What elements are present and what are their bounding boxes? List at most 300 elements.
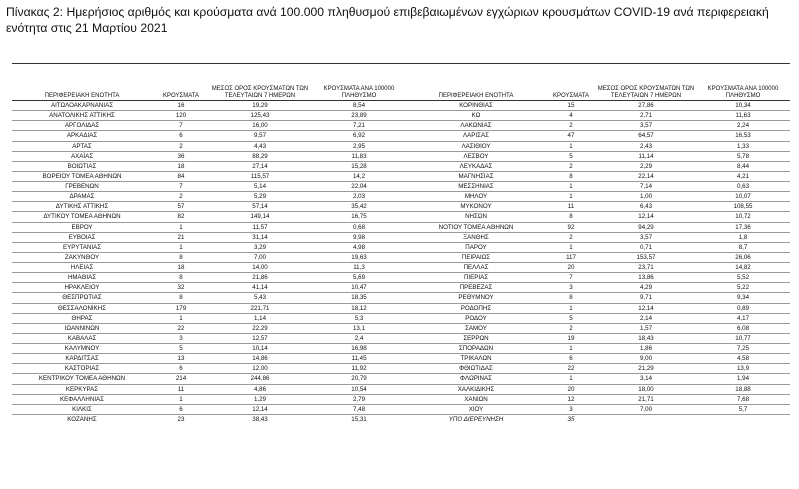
per100k-cell: 7,48	[310, 404, 408, 414]
region-name-cell: ΚΑΛΥΜΝΟΥ	[12, 344, 152, 354]
region-name-cell: ΑΡΓΟΛΙΔΑΣ	[12, 121, 152, 131]
table-row	[12, 151, 408, 161]
avg7-cell: 221,71	[210, 303, 310, 313]
region-name-cell: ΣΑΜΟΥ	[406, 323, 546, 333]
region-name-cell: ΚΟΖΑΝΗΣ	[67, 415, 97, 423]
region-name-cell: ΠΡΕΒΕΖΑΣ	[406, 283, 546, 293]
region-name-cell: ΜΗΛΟΥ	[406, 192, 546, 202]
avg7-cell: 3,29	[210, 242, 310, 252]
per100k-cell: 4,21	[696, 171, 790, 181]
table-row	[406, 121, 790, 131]
table-row	[406, 354, 790, 364]
region-name-cell: ΛΑΣΙΘΙΟΥ	[406, 141, 546, 151]
cases-cell: 82	[152, 212, 210, 222]
cases-cell: 22	[152, 323, 210, 333]
region-name-cell: ΚΑΡΔΙΤΣΑΣ	[12, 354, 152, 364]
cases-cell: 36	[152, 151, 210, 161]
left-table-body	[12, 101, 408, 425]
region-name-cell: ΣΠΟΡΑΔΩΝ	[406, 344, 546, 354]
per100k-cell: 4,58	[696, 354, 790, 364]
table-row	[406, 263, 790, 273]
cases-cell: 6	[546, 354, 596, 364]
cases-cell: 4	[546, 111, 596, 121]
region-name-cell: ΑΡΚΑΔΙΑΣ	[12, 131, 152, 141]
table-row	[406, 161, 790, 171]
per100k-cell: 7,25	[696, 344, 790, 354]
region-name-cell: ΑΙΤΩΛΟΑΚΑΡΝΑΝΙΑΣ	[12, 101, 152, 111]
per100k-cell: 1,33	[696, 141, 790, 151]
per100k-cell: 14,2	[310, 171, 408, 181]
table-row	[406, 313, 790, 323]
avg7-cell: 10,14	[210, 344, 310, 354]
table-row	[12, 202, 408, 212]
cases-cell: 16	[152, 101, 210, 111]
cases-cell: 3	[152, 333, 210, 343]
per100k-cell: 26,06	[696, 252, 790, 262]
cases-cell: 8	[546, 212, 596, 222]
per100k-cell: 5,7	[696, 404, 790, 414]
region-name-cell: ΠΑΡΟΥ	[406, 242, 546, 252]
per100k-cell: 5,69	[310, 273, 408, 283]
region-name-cell: ΔΥΤΙΚΟΥ ΤΟΜΕΑ ΑΘΗΝΩΝ	[12, 212, 152, 222]
table-row	[12, 323, 408, 333]
per100k-cell: 7,68	[696, 394, 790, 404]
per100k-cell: 7,21	[310, 121, 408, 131]
cases-cell: 32	[152, 283, 210, 293]
avg7-cell: 11,14	[596, 151, 696, 161]
avg7-cell: 19,29	[210, 101, 310, 111]
region-name-cell: ΦΛΩΡΙΝΑΣ	[406, 374, 546, 384]
table-row	[406, 374, 790, 384]
cases-cell: 6	[152, 404, 210, 414]
table-row	[406, 252, 790, 262]
avg7-cell: 2,71	[596, 111, 696, 121]
per100k-cell: 17,36	[696, 222, 790, 232]
region-name-cell: ΚΟΡΙΝΘΙΑΣ	[406, 101, 546, 111]
cases-cell: 7	[152, 121, 210, 131]
per100k-cell: 2,79	[310, 394, 408, 404]
cases-cell: 18	[152, 161, 210, 171]
table-row	[12, 273, 408, 283]
header-cases: ΚΡΟΥΣΜΑΤΑ	[163, 93, 199, 100]
table-row	[12, 121, 408, 131]
region-name-cell: ΜΑΓΝΗΣΙΑΣ	[406, 171, 546, 181]
right-data-table	[406, 73, 790, 424]
right-header-row	[406, 73, 790, 101]
left-header-row	[12, 73, 408, 101]
avg7-cell: 22,29	[210, 323, 310, 333]
avg7-cell: 12,14	[596, 303, 696, 313]
region-name-cell: ΚΕΡΚΥΡΑΣ	[12, 384, 152, 394]
cases-cell: 20	[546, 263, 596, 273]
per100k-cell: 2,03	[310, 192, 408, 202]
region-name-cell: ΧΙΟΥ	[406, 404, 546, 414]
table-row	[12, 303, 408, 313]
cases-cell: 1	[546, 344, 596, 354]
per100k-cell: 6,92	[310, 131, 408, 141]
per100k-cell: 16,98	[310, 344, 408, 354]
region-name-cell: ΙΩΑΝΝΙΝΩΝ	[12, 323, 152, 333]
avg7-cell: 2,43	[596, 141, 696, 151]
header-per100k: ΚΡΟΥΣΜΑΤΑ ΑΝΑ 100000 ΠΛΗΘΥΣΜΟ	[323, 86, 395, 100]
table-row	[12, 404, 408, 414]
avg7-cell: 18,00	[596, 384, 696, 394]
avg7-cell: 12,14	[210, 404, 310, 414]
table-row	[406, 303, 790, 313]
cases-cell: 1	[546, 182, 596, 192]
cases-cell: 15	[546, 101, 596, 111]
per100k-cell: 35,42	[310, 202, 408, 212]
cases-cell: 8	[152, 273, 210, 283]
left-data-table	[12, 73, 408, 424]
table-row	[12, 374, 408, 384]
region-name-cell: ΔΡΑΜΑΣ	[12, 192, 152, 202]
per100k-cell: 14,82	[696, 263, 790, 273]
avg7-cell: 22,14	[596, 171, 696, 181]
per100k-cell: 11,45	[310, 354, 408, 364]
avg7-cell: 31,14	[210, 232, 310, 242]
avg7-cell: 7,00	[210, 252, 310, 262]
avg7-cell: 7,14	[596, 182, 696, 192]
table-row	[12, 192, 408, 202]
region-name-cell: ΡΕΘΥΜΝΟΥ	[406, 293, 546, 303]
cases-cell: 47	[546, 131, 596, 141]
per100k-cell: 11,92	[310, 364, 408, 374]
cases-cell: 11	[546, 202, 596, 212]
table-caption: Πίνακας 2: Ημερήσιος αριθμός και κρούσματα ανά 100.000 πληθυσμού επιβεβαιωμένων εγχώριων κρουσμάτων COVID-19 ανά περιφερειακή ενότητα στις 21 Μαρτίου 2021	[6, 5, 769, 35]
region-name-cell: ΑΝΑΤΟΛΙΚΗΣ ΑΤΤΙΚΗΣ	[12, 111, 152, 121]
cases-cell: 8	[546, 171, 596, 181]
per100k-cell: 1,94	[696, 374, 790, 384]
avg7-cell: 4,86	[210, 384, 310, 394]
avg7-cell: 41,14	[210, 283, 310, 293]
region-name-cell: ΠΙΕΡΙΑΣ	[406, 273, 546, 283]
per100k-cell: 2,24	[696, 121, 790, 131]
cases-cell: 19	[546, 333, 596, 343]
table-row	[12, 111, 408, 121]
table-row	[406, 111, 790, 121]
avg7-cell: 1,57	[596, 323, 696, 333]
cases-cell: 1	[546, 374, 596, 384]
table-row	[406, 171, 790, 181]
cases-cell: 1	[546, 192, 596, 202]
table-row	[406, 394, 790, 404]
region-name-cell: ΦΘΙΩΤΙΔΑΣ	[406, 364, 546, 374]
region-name-cell: ΚΑΒΑΛΑΣ	[12, 333, 152, 343]
region-name-cell: ΛΕΣΒΟΥ	[406, 151, 546, 161]
avg7-cell: 16,00	[210, 121, 310, 131]
cases-cell: 5	[152, 344, 210, 354]
per100k-cell: 108,55	[696, 202, 790, 212]
per100k-cell: 0,63	[696, 182, 790, 192]
per100k-cell: 18,12	[310, 303, 408, 313]
region-name-cell: ΚΕΦΑΛΛΗΝΙΑΣ	[12, 394, 152, 404]
per100k-cell: 10,54	[310, 384, 408, 394]
header-cases: ΚΡΟΥΣΜΑΤΑ	[553, 93, 589, 100]
per100k-cell: 2,95	[310, 141, 408, 151]
cases-cell: 120	[152, 111, 210, 121]
per100k-cell: 10,77	[696, 333, 790, 343]
region-name-cell: ΕΥΒΟΙΑΣ	[12, 232, 152, 242]
avg7-cell: 18,43	[596, 333, 696, 343]
table-row	[406, 242, 790, 252]
region-name-cell: ΧΑΛΚΙΔΙΚΗΣ	[406, 384, 546, 394]
avg7-cell: 4,29	[596, 283, 696, 293]
region-name-cell: ΥΠΟ ΔΙΕΡΕΥΝΗΣΗ	[448, 415, 504, 423]
avg7-cell: 9,57	[210, 131, 310, 141]
region-name-cell: ΑΡΤΑΣ	[12, 141, 152, 151]
table-row	[406, 222, 790, 232]
avg7-cell: 0,71	[596, 242, 696, 252]
region-name-cell: ΝΟΤΙΟΥ ΤΟΜΕΑ ΑΘΗΝΩΝ	[406, 222, 546, 232]
avg7-cell: 244,86	[210, 374, 310, 384]
header-avg7: ΜΕΣΟΣ ΟΡΟΣ ΚΡΟΥΣΜΑΤΩΝ ΤΩΝ ΤΕΛΕΥΤΑΙΩΝ 7 ΗΜΕΡΩΝ	[597, 86, 695, 100]
cases-cell: 5	[546, 313, 596, 323]
cases-cell: 2	[546, 161, 596, 171]
cases-cell: 5	[546, 151, 596, 161]
region-name-cell: ΞΑΝΘΗΣ	[406, 232, 546, 242]
cases-cell: 11	[152, 384, 210, 394]
table-row	[12, 101, 408, 111]
right-table-body	[406, 101, 790, 425]
region-name-cell: ΘΕΣΠΡΩΤΙΑΣ	[12, 293, 152, 303]
avg7-cell: 27,86	[596, 101, 696, 111]
header-avg7: ΜΕΣΟΣ ΟΡΟΣ ΚΡΟΥΣΜΑΤΩΝ ΤΩΝ ΤΕΛΕΥΤΑΙΩΝ 7 ΗΜΕΡΩΝ	[211, 86, 309, 100]
region-name-cell: ΛΕΥΚΑΔΑΣ	[406, 161, 546, 171]
per100k-cell: 16,75	[310, 212, 408, 222]
per100k-cell: 22,04	[310, 182, 408, 192]
per100k-cell: 15,28	[310, 161, 408, 171]
table-row	[406, 141, 790, 151]
per100k-cell: 0,89	[696, 303, 790, 313]
region-name-cell: ΛΑΚΩΝΙΑΣ	[406, 121, 546, 131]
per100k-cell: 2,4	[310, 333, 408, 343]
avg7-cell: 2,29	[596, 161, 696, 171]
avg7-cell: 3,14	[596, 374, 696, 384]
table-row	[12, 333, 408, 343]
per100k-cell: 19,63	[310, 252, 408, 262]
avg7-cell: 125,43	[210, 111, 310, 121]
avg7-cell: 7,00	[596, 404, 696, 414]
table-row	[12, 212, 408, 222]
cases-cell: 8	[546, 293, 596, 303]
avg7-cell: 12,14	[596, 212, 696, 222]
table-row	[12, 364, 408, 374]
table-row	[12, 161, 408, 171]
cases-cell: 13	[152, 354, 210, 364]
avg7-cell: 12,57	[210, 333, 310, 343]
avg7-cell: 6,43	[596, 202, 696, 212]
table-row	[406, 182, 790, 192]
per100k-cell: 10,34	[696, 101, 790, 111]
cases-cell: 7	[546, 273, 596, 283]
per100k-cell: 4,98	[310, 242, 408, 252]
cases-cell: 12	[546, 394, 596, 404]
cases-cell: 179	[152, 303, 210, 313]
table-row	[12, 354, 408, 364]
table-row	[12, 414, 408, 424]
per100k-cell: 18,35	[310, 293, 408, 303]
header-unit: ΠΕΡΙΦΕΡΕΙΑΚΗ ΕΝΟΤΗΤΑ	[44, 93, 120, 100]
table-row	[406, 404, 790, 414]
avg7-cell: 14,00	[210, 263, 310, 273]
avg7-cell: 115,57	[210, 171, 310, 181]
avg7-cell: 153,57	[596, 252, 696, 262]
cases-cell: 6	[152, 364, 210, 374]
region-name-cell: ΜΥΚΟΝΟΥ	[406, 202, 546, 212]
region-name-cell: ΠΕΙΡΑΙΩΣ	[406, 252, 546, 262]
avg7-cell: 4,43	[210, 141, 310, 151]
avg7-cell: 1,86	[596, 344, 696, 354]
avg7-cell: 3,57	[596, 232, 696, 242]
table-row	[406, 384, 790, 394]
cases-cell: 1	[152, 394, 210, 404]
avg7-cell: 94,29	[596, 222, 696, 232]
avg7-cell: 27,14	[210, 161, 310, 171]
region-name-cell: ΧΑΝΙΩΝ	[406, 394, 546, 404]
table-top-rule	[12, 63, 790, 64]
table-row	[406, 333, 790, 343]
header-unit: ΠΕΡΙΦΕΡΕΙΑΚΗ ΕΝΟΤΗΤΑ	[438, 93, 514, 100]
per100k-cell: 11,3	[310, 263, 408, 273]
region-name-cell: ΚΕΝΤΡΙΚΟΥ ΤΟΜΕΑ ΑΘΗΝΩΝ	[12, 374, 152, 384]
table-row	[406, 364, 790, 374]
per100k-cell: 20,79	[310, 374, 408, 384]
cases-cell: 2	[546, 121, 596, 131]
cases-cell: 3	[546, 283, 596, 293]
table-row	[12, 141, 408, 151]
region-name-cell: ΗΡΑΚΛΕΙΟΥ	[12, 283, 152, 293]
per100k-cell: 4,17	[696, 313, 790, 323]
table-row	[406, 212, 790, 222]
cases-cell: 1	[152, 313, 210, 323]
per100k-cell: 10,47	[310, 283, 408, 293]
table-row	[406, 202, 790, 212]
avg7-cell: 21,71	[596, 394, 696, 404]
region-name-cell: ΔΥΤΙΚΗΣ ΑΤΤΙΚΗΣ	[12, 202, 152, 212]
table-row	[12, 252, 408, 262]
region-name-cell: ΡΟΔΟΥ	[406, 313, 546, 323]
avg7-cell: 149,14	[210, 212, 310, 222]
table-row	[406, 273, 790, 283]
avg7-cell: 64,57	[596, 131, 696, 141]
cases-cell: 214	[152, 374, 210, 384]
cases-cell: 6	[152, 131, 210, 141]
per100k-cell: 16,53	[696, 131, 790, 141]
region-name-cell: ΚΩ	[406, 111, 546, 121]
per100k-cell: 11,63	[696, 111, 790, 121]
table-row	[12, 293, 408, 303]
avg7-cell: 21,86	[210, 273, 310, 283]
avg7-cell: 3,57	[596, 121, 696, 131]
region-name-cell: ΗΛΕΙΑΣ	[12, 263, 152, 273]
avg7-cell: 57,14	[210, 202, 310, 212]
per100k-cell: 13,1	[310, 323, 408, 333]
cases-cell: 7	[152, 182, 210, 192]
avg7-cell: 11,57	[210, 222, 310, 232]
per100k-cell: 13,9	[696, 364, 790, 374]
header-per100k: ΚΡΟΥΣΜΑΤΑ ΑΝΑ 100000 ΠΛΗΘΥΣΜΟ	[707, 86, 779, 100]
cases-cell: 92	[546, 222, 596, 232]
avg7-cell: 14,86	[210, 354, 310, 364]
table-row	[12, 394, 408, 404]
per100k-cell: 6,08	[696, 323, 790, 333]
avg7-cell: 12,00	[210, 364, 310, 374]
region-name-cell: ΒΟΡΕΙΟΥ ΤΟΜΕΑ ΑΘΗΝΩΝ	[12, 171, 152, 181]
table-row	[406, 344, 790, 354]
cases-cell: 8	[152, 293, 210, 303]
table-row	[12, 242, 408, 252]
avg7-cell: 5,14	[210, 182, 310, 192]
table-row	[12, 283, 408, 293]
region-name-cell: ΤΡΙΚΑΛΩΝ	[406, 354, 546, 364]
per100k-cell: 0,68	[310, 222, 408, 232]
cases-cell: 2	[152, 141, 210, 151]
per100k-cell: 8,7	[696, 242, 790, 252]
region-name-cell: ΘΕΣΣΑΛΟΝΙΚΗΣ	[12, 303, 152, 313]
cases-cell: 8	[152, 252, 210, 262]
avg7-cell: 9,00	[596, 354, 696, 364]
cases-cell: 117	[546, 252, 596, 262]
avg7-cell: 5,29	[210, 192, 310, 202]
cases-cell: 1	[546, 303, 596, 313]
region-name-cell: ΖΑΚΥΝΘΟΥ	[12, 252, 152, 262]
cases-cell: 3	[546, 404, 596, 414]
per100k-cell: 18,88	[696, 384, 790, 394]
avg7-cell: 1,29	[210, 394, 310, 404]
cases-cell: 2	[152, 192, 210, 202]
avg7-cell: 5,43	[210, 293, 310, 303]
cases-cell: 84	[152, 171, 210, 181]
table-row	[406, 323, 790, 333]
table-row	[406, 283, 790, 293]
per100k-cell: 5,52	[696, 273, 790, 283]
avg7-cell: 21,29	[596, 364, 696, 374]
table-row	[406, 232, 790, 242]
table-row	[406, 151, 790, 161]
region-name-cell: ΝΗΣΩΝ	[406, 212, 546, 222]
per100k-cell: 8,44	[696, 161, 790, 171]
region-name-cell: ΡΟΔΟΠΗΣ	[406, 303, 546, 313]
region-name-cell: ΕΒΡΟΥ	[12, 222, 152, 232]
per100k-cell: 5,22	[696, 283, 790, 293]
avg7-cell: 1,14	[210, 313, 310, 323]
region-name-cell: ΚΙΛΚΙΣ	[12, 404, 152, 414]
table-row	[406, 414, 790, 424]
per100k-cell: 1,8	[696, 232, 790, 242]
table-row	[12, 263, 408, 273]
cases-cell: 1	[152, 242, 210, 252]
table-row	[12, 222, 408, 232]
table-row	[12, 171, 408, 181]
cases-cell: 2	[546, 323, 596, 333]
region-name-cell: ΘΗΡΑΣ	[12, 313, 152, 323]
region-name-cell: ΒΟΙΩΤΙΑΣ	[12, 161, 152, 171]
table-row	[406, 192, 790, 202]
table-row	[12, 384, 408, 394]
table-row	[406, 293, 790, 303]
table-row	[12, 344, 408, 354]
avg7-cell: 38,43	[252, 415, 268, 423]
per100k-cell: 9,98	[310, 232, 408, 242]
cases-cell: 22	[546, 364, 596, 374]
table-row	[12, 232, 408, 242]
cases-cell: 1	[546, 141, 596, 151]
region-name-cell: ΜΕΣΣΗΝΙΑΣ	[406, 182, 546, 192]
avg7-cell: 9,71	[596, 293, 696, 303]
per100k-cell: 10,72	[696, 212, 790, 222]
region-name-cell: ΣΕΡΡΩΝ	[406, 333, 546, 343]
